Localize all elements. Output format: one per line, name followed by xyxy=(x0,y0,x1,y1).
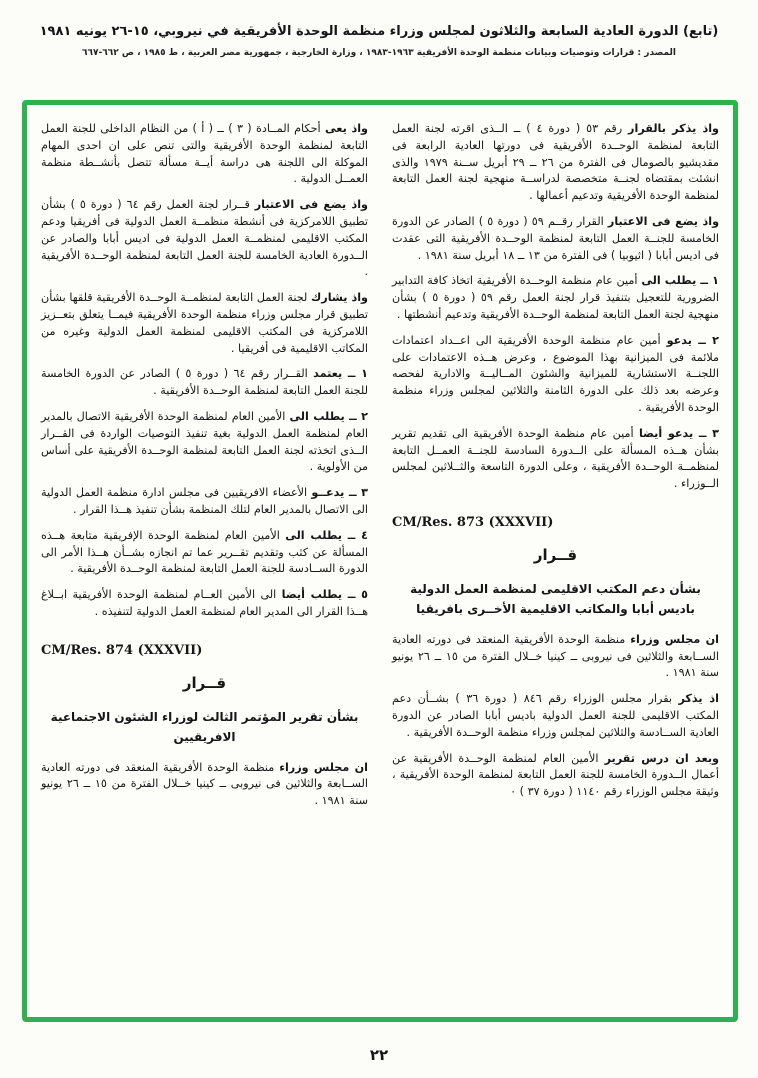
left-column-paragraph-8: ٥ ــ يطلب أيضا الى الأمين العــام لمنظمة الوحدة الأفريقية ابــلاغ هــذا القرار الى المدير العام لمنظمة العمل الدولية لتنفيذه . xyxy=(41,588,368,618)
text-column-right xyxy=(392,121,719,1007)
left-column-paragraph-6: ٣ ــ يدعــو الأعضاء الافريقيين فى مجلس ادارة منظمة العمل الدولية الى الاتصال بالمدير العام لتلك المنظمة بشأن تنفيذ هــذا القرار . xyxy=(41,486,368,516)
left-column-paragraph-2: واذ يضع فى الاعتبار قــرار لجنة العمل رقم ٦٤ ( دورة ٥ ) بشأن تطبيق اللامركزية فى أنشطة منظمــة العمل الدولية فى أفريقيا ودعم المكتب الاقليمى لمنظمــة العمل الدولية فى اديس أبابا والصادر عن الــدورة العادية الخامسة للجنة العمل التابعة لمنظمة الوحــدة الأفريقية . xyxy=(41,198,368,279)
page-number: ٢٢ xyxy=(369,1046,389,1064)
right-column-paragraph-2-lead: واذ يضع فى الاعتبار xyxy=(607,214,720,228)
left-column-paragraph-6-lead: ٣ ــ يدعــو xyxy=(311,486,368,500)
right-column-paragraph-5-lead: ٣ ــ يدعو أيضا xyxy=(638,426,719,440)
left-column-paragraph-7-lead: ٤ ــ يطلب الى xyxy=(285,528,368,542)
page-header xyxy=(0,0,758,58)
left-column-paragraph-12: ان مجلس وزراء منظمة الوحدة الأفريقية المنعقد فى دورته العادية الســابعة والثلاثين فى نيروبى ــ كينيا خــلال الفترة من ١٥ ــ ٢٦ يونيو سنة ١٩٨١ . xyxy=(41,760,369,808)
left-column-paragraph-8-lead: ٥ ــ يطلب أيضا xyxy=(281,588,368,602)
right-column-paragraph-8-subtitle: بشأن دعم المكتب الاقليمى لمنظمة العمل الدولية باديس أبابا والمكاتب الاقليمية الأخــرى بافريقيا xyxy=(410,581,701,617)
green-border-frame xyxy=(22,100,738,1022)
text-column-left xyxy=(41,121,368,1007)
right-column-paragraph-2: واذ يضع فى الاعتبار القرار رقــم ٥٩ ( دورة ٥ ) الصادر عن الدورة الخامسة للجنــة العمل التابعة لمنظمة الوحــدة الأفريقية التى عقدت فى اديس أبابا ( اثيوبيا ) فى الفترة من ١٣ ــ ١٨ أبريل سنة ١٩٨١ . xyxy=(392,214,720,262)
right-column-paragraph-3: ١ ــ يطلب الى أمين عام منظمة الوحــدة الأفريقية اتخاذ كافة التدابير الضرورية للتعجيل بتنفيذ قرار لجنة العمل رقم ٥٩ ( دورة ٥ ) بشأن منهجية لجنة العمل التابعة لمنظمة الوحــدة الأفريقية وتدعيم أنشطتها . xyxy=(392,274,719,321)
left-column-paragraph-1-lead: واذ يعى xyxy=(324,122,368,135)
left-column-paragraph-10-title: قــرار xyxy=(182,674,227,693)
right-column-paragraph-3-lead: ١ ــ يطلب الى xyxy=(641,274,719,288)
left-column-paragraph-9-ref: CM/Res. 874 (XXXVII) xyxy=(41,642,203,658)
right-column-paragraph-4: ٢ ــ يدعو أمين عام منظمة الوحدة الأفريقية الى اعــداد اعتمادات ملائمة فى الميزانية بهذا الموضوع ، وعرض هــذه الاعتمادات على اللجنــة الاستشارية للميزانية والشئون المــاليــة والادارية لفحصه وعرضه بعد ذلك على الدورة الثامنة والثلاثين لمجلس وزراء منظمة الوحدة الأفريقية . xyxy=(392,333,719,414)
right-column-paragraph-9: ان مجلس وزراء منظمة الوحدة الأفريقية المنعقد فى دورته العادية الســابعة والثلاثين فى نيروبى ــ كينيا خــلال الفترة من ١٥ ــ ٢٦ يونيو سنة ١٩٨١ . xyxy=(392,632,720,680)
right-column-paragraph-1: واذ يذكر بالقرار رقم ٥٣ ( دورة ٤ ) ــ الــذى اقرته لجنة العمل التابعة لمنظمة الوحــدة الأفريقية فى دورتها العادية الرابعة فى مقديشيو بالصومال فى الفترة من ٢٦ ــ ٢٩ أبريل ســنة ١٩٧٩ والذى انشئت بمقتضاه لجنــة متخصصة لدراســة منهجية لجنة العمل التابعة لمنظمة الوحدة الأفريقية وتدعيم أعمالها . xyxy=(392,122,720,203)
right-column-paragraph-10-lead: اذ يذكر xyxy=(678,692,719,706)
left-column-paragraph-5-lead: ٢ ــ يطلب الى xyxy=(289,409,368,423)
right-column-paragraph-7-title: قــرار xyxy=(533,546,578,565)
left-column-paragraph-3-lead: واذ يشارك xyxy=(311,291,368,305)
header-session-title: (تابع) الدورة العادية السابعة والثلاثون لمجلس وزراء منظمة الوحدة الأفريقية في نيروبي، ١٥-٢٦ يونيه ١٩٨١ xyxy=(39,24,719,39)
left-column-paragraph-4: ١ ــ يعتمد القــرار رقم ٦٤ ( دورة ٥ ) الصادر عن الدورة الخامسة للجنة العمل التابعة لمنظمة الوحــدة الأفريقية . xyxy=(41,367,369,398)
left-column-paragraph-2-lead: واذ يضع فى الاعتبار xyxy=(254,198,368,212)
left-column-paragraph-7: ٤ ــ يطلب الى الأمين العام لمنظمة الوحدة الإفريقية متابعة هــذه المسألة عن كثب وتقديم تقــرير عما تم انجازه بشــأن هــذا الأمر الى الدورة الســادسة للجنة العمل التابعة لمنظمة الوحــدة الأفريقية . xyxy=(41,528,368,576)
left-column-paragraph-1: واذ يعى أحكام المــادة ( ٣ ) ــ ( أ ) من النظام الداخلى للجنة العمل التابعة لمنظمة الوحدة الأفريقية والتى تنص على ان احدى المهام الموكلة الى اللجنة هى دراسة أيــة مسألة تتصل بأنشــطة منظمة العمــل الدولية . xyxy=(41,122,368,186)
two-column-text-area xyxy=(41,121,719,1007)
left-column-paragraph-5: ٢ ــ يطلب الى الأمين العام لمنظمة الوحدة الأفريقية الاتصال بالمدير العام لمنظمة العمل الدولية بغية تنفيذ التوصيات الواردة فى القــرار الــذى اتخذته لجنة العمل التابعة لمنظمة الوحــدة الأفريقية على أساس من الأولوية . xyxy=(41,409,368,474)
left-column-paragraph-4-lead: ١ ــ يعتمد xyxy=(313,367,369,381)
right-column-paragraph-6-ref: CM/Res. 873 (XXXVII) xyxy=(392,514,554,530)
header-source-line: المصدر : قرارات وتوصيات وبيانات منظمة الوحدة الأفريقية ١٩٦٣-١٩٨٣ ، وزارة الخارجية ، جمهورية مصر العربية ، ط ١٩٨٥ ، ص ٦٦٢-٦٦٧ xyxy=(81,48,677,58)
right-column-paragraph-9-lead: ان مجلس وزراء xyxy=(630,632,719,646)
right-column-paragraph-4-lead: ٢ ــ يدعو xyxy=(666,333,719,347)
right-column-paragraph-11: وبعد ان درس تقرير الأمين العام لمنظمة الوحــدة الأفريقية عن أعمال الــدورة الخامسة للجنة العمل التابعة لمنظمة الوحدة الأفريقية ، وثيقة مجلس الوزراء رقم ١١٤٠ ( دورة ٣٧ ) ٠ xyxy=(392,751,719,799)
left-column-paragraph-12-lead: ان مجلس وزراء xyxy=(279,760,368,774)
right-column-paragraph-5: ٣ ــ يدعو أيضا أمين عام منظمة الوحدة الأفريقية الى تقديم تقرير بشأن هــذه المسألة على الــدورة السادسة للجنــة العمــل التابعة لمنظمــة الوحــدة الأفريقية ، وعلى الدورة التاسعة والثــلاثين لمجلس الــوزراء . xyxy=(392,426,719,491)
right-column-paragraph-11-lead: وبعد ان درس تقرير xyxy=(604,751,719,765)
right-column-paragraph-10: اذ يذكر بقرار مجلس الوزراء رقم ٨٤٦ ( دورة ٣٦ ) بشــأن دعم المكتب الاقليمى للجنة العمل الدولية باديس أبابا الصادر عن الدورة العادية الســادسة والثلاثين لمجلس وزراء منظمة الوحــدة الأفريقية . xyxy=(392,692,719,739)
left-column-paragraph-11-subtitle: بشأن تقرير المؤتمر الثالث لوزراء الشئون الاجتماعية الافريقيين xyxy=(50,709,359,745)
left-column-paragraph-3: واذ يشارك لجنة العمل التابعة لمنظمــة الوحــدة الأفريقية قلقها بشأن تطبيق قرار مجلس وزراء منظمة الوحدة الأفريقية فيمــا يتعلق بتعــزيز اللامركزية فى المكتب الاقليمى لمنظمة العمل الدولية وغيره من المكاتب الاقليمية فى أفريقيا . xyxy=(41,291,368,355)
right-column-paragraph-1-lead: واذ يذكر بالقرار xyxy=(628,122,720,135)
